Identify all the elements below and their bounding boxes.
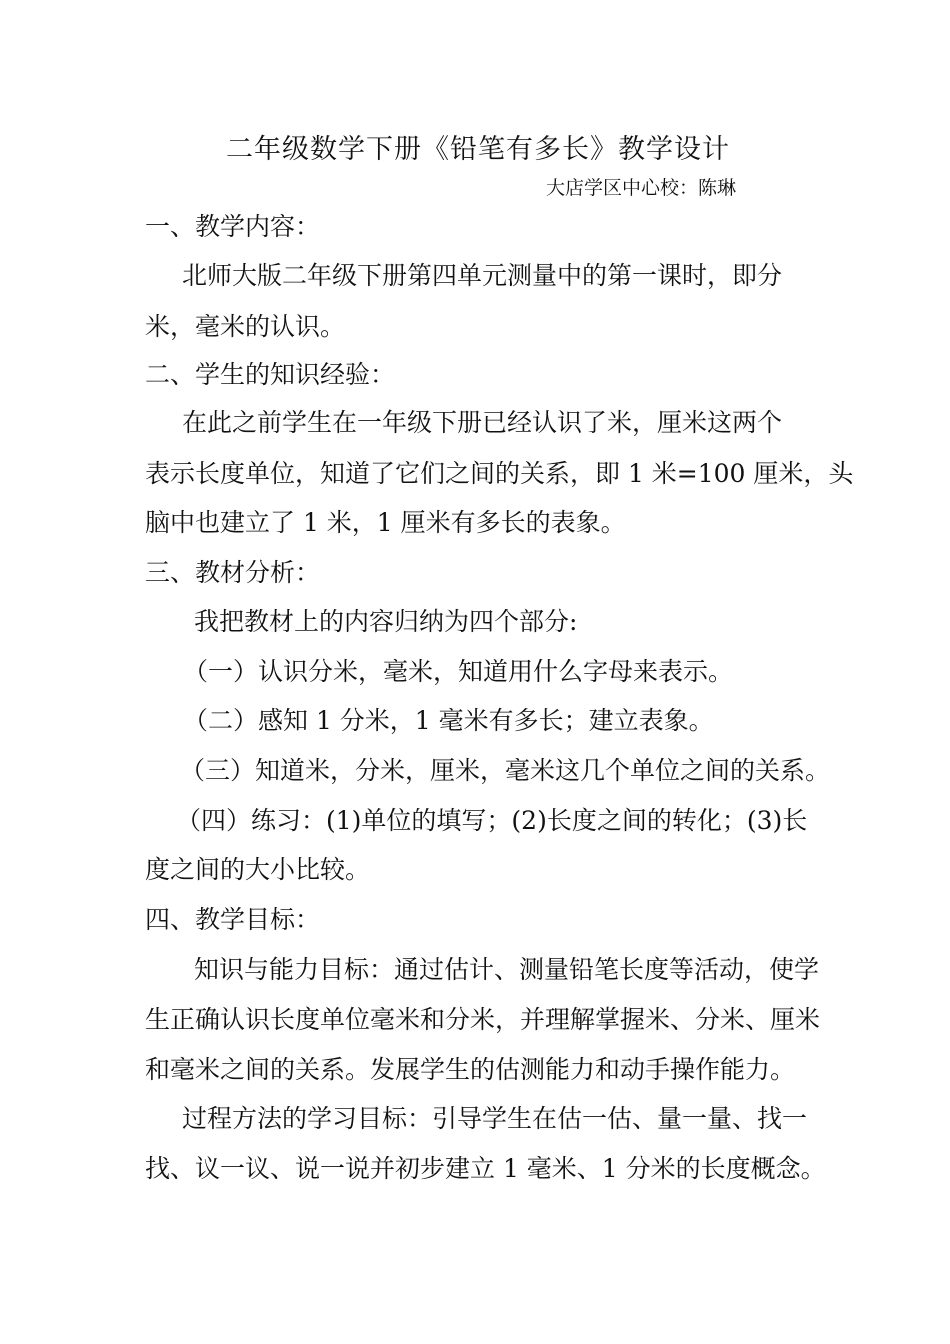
paragraph-line: 过程方法的学习目标：引导学生在估一估、量一量、找一: [182, 1104, 808, 1133]
list-item: （一）认识分米，毫米，知道用什么字母来表示。: [183, 657, 734, 686]
document-title: 二年级数学下册《铅笔有多长》教学设计: [226, 134, 730, 165]
paragraph-line: 表示长度单位，知道了它们之间的关系，即 1 米=100 厘米，头: [145, 459, 854, 488]
document-author: 大店学区中心校：陈琳: [545, 177, 736, 199]
section-heading-analysis: 三、教材分析：: [145, 558, 321, 587]
paragraph-line: 和毫米之间的关系。发展学生的估测能力和动手操作能力。: [145, 1055, 796, 1084]
paragraph-line: 我把教材上的内容归纳为四个部分:: [194, 607, 578, 636]
paragraph-line: 找、议一议、说一说并初步建立 1 毫米、1 分米的长度概念。: [145, 1154, 826, 1183]
list-item: （二）感知 1 分米，1 毫米有多长；建立表象。: [183, 706, 714, 735]
section-heading-goals: 四、教学目标：: [145, 905, 321, 934]
paragraph-line: 在此之前学生在一年级下册已经认识了米，厘米这两个: [182, 408, 783, 437]
paragraph-line: 生正确认识长度单位毫米和分米，并理解掌握米、分米、厘米: [145, 1005, 821, 1034]
section-heading-knowledge: 二、学生的知识经验：: [145, 360, 396, 389]
paragraph-line: 米，毫米的认识。: [145, 312, 346, 341]
list-item: （三）知道米，分米，厘米，毫米这几个单位之间的关系。: [180, 756, 831, 785]
paragraph-line: 知识与能力目标：通过估计、测量铅笔长度等活动，使学: [194, 955, 820, 984]
paragraph-line: 北师大版二年级下册第四单元测量中的第一课时，即分: [182, 261, 783, 290]
list-item: （四）练习：(1)单位的填写；(2)长度之间的转化；(3)长: [176, 806, 808, 835]
section-heading-content: 一、教学内容：: [145, 212, 321, 241]
paragraph-line: 度之间的大小比较。: [145, 855, 371, 884]
paragraph-line: 脑中也建立了 1 米，1 厘米有多长的表象。: [145, 508, 626, 537]
